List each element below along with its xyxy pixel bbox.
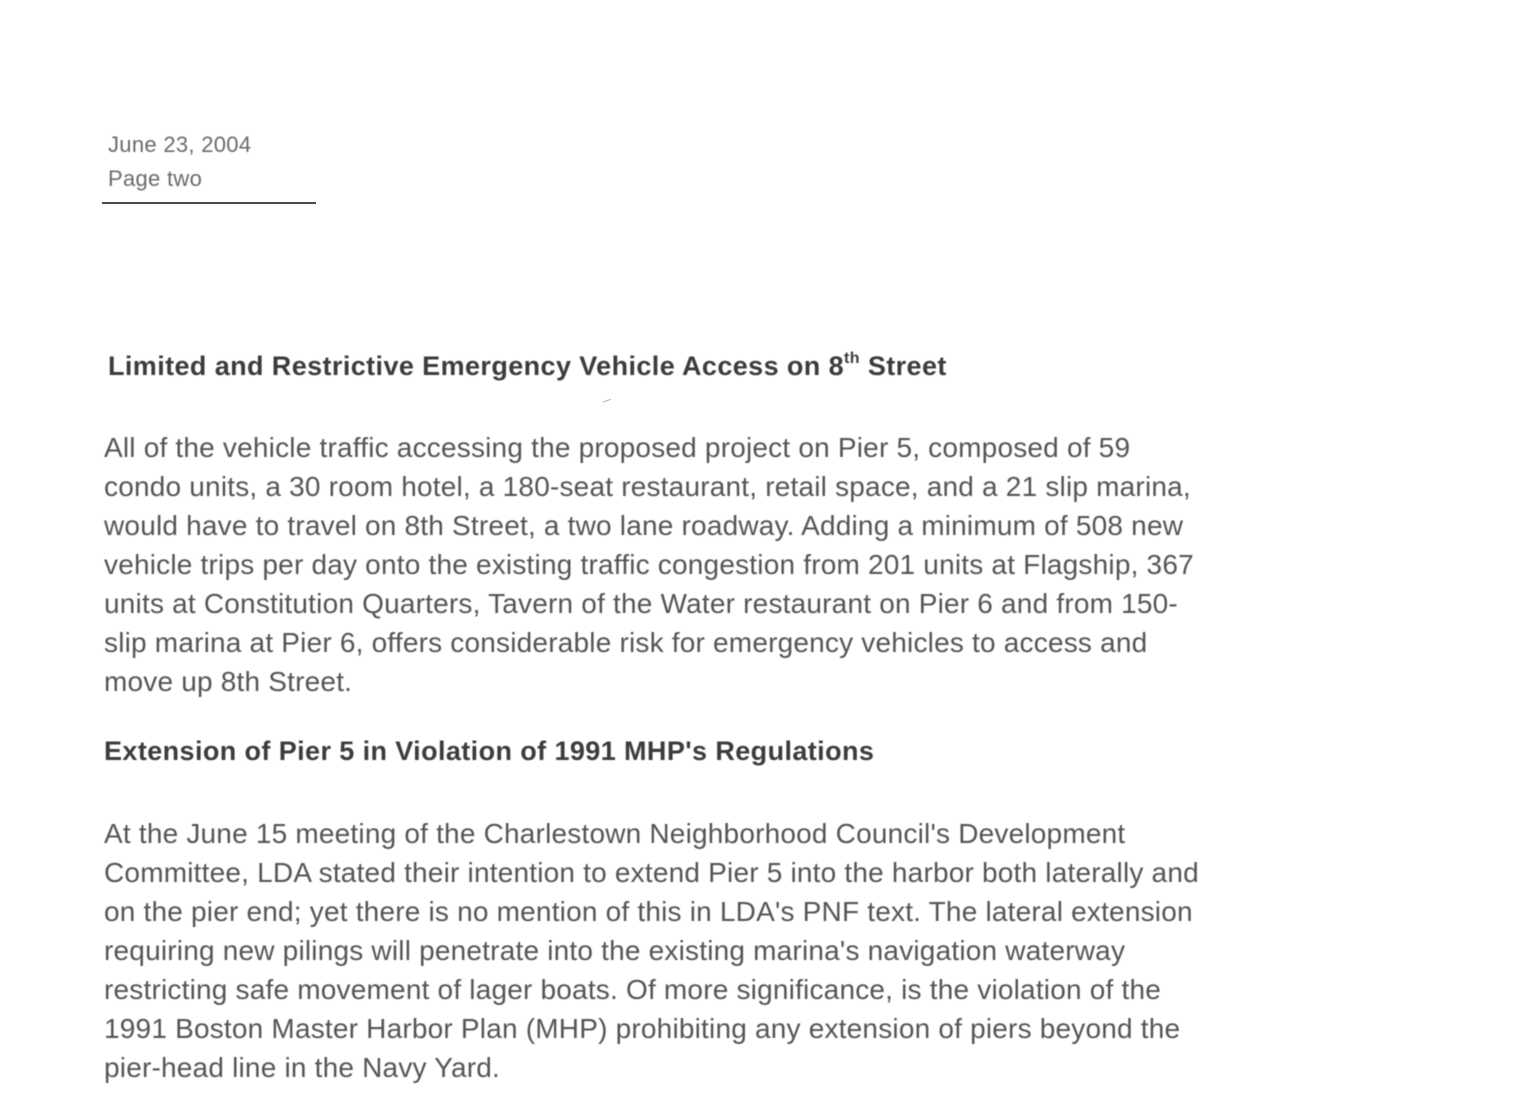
heading-superscript: th [844,350,860,367]
paragraph-line: Committee, LDA stated their intention to extend Pier 5 into the harbor both laterally and [104,857,1199,888]
paragraph-line: All of the vehicle traffic accessing the proposed project on Pier 5, composed of 59 [104,432,1131,463]
header-page-number: Page two [108,166,203,191]
stray-mark [603,399,613,408]
header-rule [102,202,316,204]
paragraph-line: units at Constitution Quarters, Tavern of the Water restaurant on Pier 6 and from 150- [104,588,1178,619]
header-date: June 23, 2004 [108,132,252,157]
paragraph-line: vehicle trips per day onto the existing traffic congestion from 201 units at Flagship, 367 [104,549,1194,580]
paragraph-line: requiring new pilings will penetrate into the existing marina's navigation waterway [104,935,1126,966]
paragraph-line: restricting safe movement of lager boats. Of more significance, is the violation of the [104,974,1162,1005]
paragraph-line: 1991 Boston Master Harbor Plan (MHP) prohibiting any extension of piers beyond the [104,1013,1181,1044]
paragraph-line: move up 8th Street. [104,666,353,697]
heading-text: Limited and Restrictive Emergency Vehicle Access on 8 [108,351,845,381]
heading-text-end: Street [859,351,947,381]
paragraph-pier-extension [104,814,1404,1087]
paragraph-line: on the pier end; yet there is no mention of this in LDA's PNF text. The lateral extension [104,896,1193,927]
paragraph-line: pier-head line in the Navy Yard. [104,1052,501,1083]
section-heading-emergency-access [108,350,947,382]
paragraph-emergency-access [104,428,1404,701]
paragraph-line: slip marina at Pier 6, offers considerable risk for emergency vehicles to access and [104,627,1148,658]
paragraph-line: would have to travel on 8th Street, a two lane roadway. Adding a minimum of 508 new [104,510,1184,541]
paragraph-line: At the June 15 meeting of the Charlestown Neighborhood Council's Development [104,818,1126,849]
paragraph-line: condo units, a 30 room hotel, a 180-seat restaurant, retail space, and a 21 slip marina, [104,471,1191,502]
page-header [108,128,318,196]
section-heading-pier-extension: Extension of Pier 5 in Violation of 1991 MHP's Regulations [104,736,875,766]
